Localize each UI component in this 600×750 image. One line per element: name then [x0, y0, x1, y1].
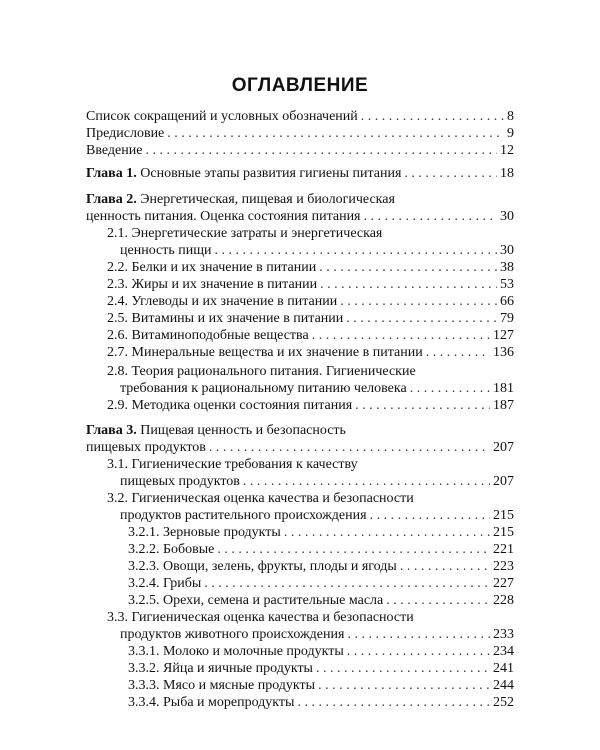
page-number: 53 — [500, 277, 514, 292]
dot-leader — [386, 592, 490, 609]
page-number: 227 — [493, 576, 514, 591]
toc-entry[interactable] — [107, 397, 514, 414]
dot-leader — [361, 108, 504, 125]
page-number: 181 — [493, 381, 514, 396]
toc-entry-label: Глава 1. Основные этапы развития гигиены питания — [86, 166, 402, 181]
toc-entry-label: пищевых продуктов — [86, 440, 206, 455]
toc-entry-label: требования к рациональному питанию человека — [120, 381, 407, 396]
toc-entry-label: 3.3.1. Молоко и молочные продукты — [128, 644, 344, 659]
toc-entry-label: 2.3. Жиры и их значение в питании — [107, 277, 318, 292]
dot-leader — [364, 208, 498, 225]
toc-entry-label: 2.6. Витаминоподобные вещества — [107, 328, 309, 343]
page-number: 207 — [493, 474, 514, 489]
toc-entry[interactable] — [86, 208, 514, 225]
page-number: 187 — [493, 398, 514, 413]
dot-leader — [167, 125, 504, 142]
toc-entry-label: 3.2.2. Бобовые — [128, 542, 215, 557]
page-number: 223 — [493, 559, 514, 574]
toc-entry[interactable] — [107, 363, 416, 380]
chapter-prefix: Глава 1. — [86, 166, 137, 181]
toc-entry-label: продуктов животного происхождения — [120, 627, 345, 642]
toc-entry[interactable] — [120, 380, 514, 397]
toc-entry[interactable] — [120, 507, 514, 524]
dot-leader — [318, 677, 490, 694]
toc-entry-label: 3.2.5. Орехи, семена и растительные масла — [128, 593, 384, 608]
chapter-prefix: Глава 3. — [86, 423, 137, 438]
page-number: 241 — [493, 661, 514, 676]
toc-entry[interactable] — [107, 293, 514, 310]
dot-leader — [215, 242, 497, 259]
page-number: 233 — [493, 627, 514, 642]
toc-entry[interactable] — [128, 575, 514, 592]
dot-leader — [284, 524, 490, 541]
toc-entry-label: продуктов растительного происхождения — [120, 508, 367, 523]
page-number: 244 — [493, 678, 514, 693]
toc-entry-label: Пищевая ценность и безопасность — [140, 423, 346, 438]
toc-entry-label: ценность питания. Оценка состояния питания — [86, 209, 361, 224]
page-number: 215 — [493, 525, 514, 540]
toc-entry-label: 3.2. Гигиеническая оценка качества и безопасности — [107, 491, 414, 506]
page-number: 252 — [493, 695, 514, 710]
toc-entry[interactable] — [86, 125, 514, 142]
page-number: 18 — [500, 166, 514, 181]
page-number: 9 — [507, 126, 514, 141]
toc-entry[interactable] — [107, 609, 414, 626]
toc-entry[interactable] — [128, 558, 514, 575]
dot-leader — [312, 327, 490, 344]
toc-entry[interactable] — [107, 310, 514, 327]
toc-entry[interactable] — [86, 439, 514, 456]
page-number: 30 — [500, 243, 514, 258]
dot-leader — [204, 575, 490, 592]
dot-leader — [297, 694, 490, 711]
dot-leader — [355, 397, 490, 414]
toc-entry[interactable] — [86, 142, 514, 159]
page-number: 207 — [493, 440, 514, 455]
dot-leader — [316, 660, 490, 677]
dot-leader — [404, 165, 497, 182]
toc-entry[interactable] — [120, 473, 514, 490]
page-number: 12 — [500, 143, 514, 158]
toc-entry[interactable] — [107, 327, 514, 344]
toc-entry[interactable] — [86, 108, 514, 125]
toc-entry[interactable] — [107, 344, 514, 361]
toc-entry-label: 3.1. Гигиенические требования к качеству — [107, 457, 358, 472]
dot-leader — [410, 380, 490, 397]
toc-entry[interactable] — [128, 660, 514, 677]
page-number: 8 — [507, 109, 514, 124]
toc-entry[interactable] — [128, 592, 514, 609]
dot-leader — [347, 643, 490, 660]
toc-entry[interactable] — [107, 276, 514, 293]
toc-entry-label: 2.2. Белки и их значение в питании — [107, 260, 317, 275]
toc-entry-label: 3.3.2. Яйца и яичные продукты — [128, 661, 313, 676]
toc-entry[interactable] — [128, 524, 514, 541]
toc-entry[interactable] — [86, 191, 395, 208]
toc-entry-label: пищевых продуктов — [120, 474, 240, 489]
dot-leader — [400, 558, 490, 575]
page-number: 79 — [500, 311, 514, 326]
toc-entry-label: 3.3. Гигиеническая оценка качества и безопасности — [107, 610, 414, 625]
dot-leader — [217, 541, 490, 558]
dot-leader — [209, 439, 490, 456]
page-number: 66 — [500, 294, 514, 309]
toc-entry-label: ценность пищи — [120, 243, 212, 258]
dot-leader — [145, 142, 497, 159]
dot-leader — [346, 310, 497, 327]
toc-entry[interactable] — [128, 643, 514, 660]
dot-leader — [319, 259, 497, 276]
page-number: 30 — [500, 209, 514, 224]
toc-entry-label: 2.1. Энергетические затраты и энергетическая — [107, 226, 383, 241]
toc-entry-label: 3.3.4. Рыба и морепродукты — [128, 695, 295, 710]
page-number: 215 — [493, 508, 514, 523]
toc-entry-label: 2.8. Теория рационального питания. Гигиенические — [107, 364, 416, 379]
dot-leader — [370, 507, 490, 524]
toc-entry-label: Предисловие — [86, 126, 165, 141]
toc-entry-label: 2.9. Методика оценки состояния питания — [107, 398, 353, 413]
toc-entry-label: Список сокращений и условных обозначений — [86, 109, 358, 124]
toc-entry[interactable] — [128, 677, 514, 694]
page-number: 234 — [493, 644, 514, 659]
toc-entry[interactable] — [86, 165, 514, 182]
toc-entry-label: 2.7. Минеральные вещества и их значение в питании — [107, 345, 423, 360]
chapter-prefix: Глава 2. — [86, 192, 137, 207]
toc-entry[interactable] — [128, 694, 514, 711]
toc-entry[interactable] — [107, 225, 382, 242]
toc-entry-label: Введение — [86, 143, 143, 158]
toc-entry-label: 3.2.3. Овощи, зелень, фрукты, плоды и ягоды — [128, 559, 397, 574]
toc-entry[interactable] — [107, 259, 514, 276]
toc-entry-label: 2.4. Углеводы и их значение в питании — [107, 294, 338, 309]
toc-entry[interactable] — [107, 490, 414, 507]
toc-entry-label: 3.3.3. Мясо и мясные продукты — [128, 678, 316, 693]
toc-entry-label: 2.5. Витамины и их значение в питании — [107, 311, 344, 326]
dot-leader — [426, 344, 490, 361]
dot-leader — [347, 626, 490, 643]
page-number: 228 — [493, 593, 514, 608]
page-number: 38 — [500, 260, 514, 275]
toc-entry[interactable] — [86, 422, 346, 439]
page-number: 221 — [493, 542, 514, 557]
toc-entry-label: 3.2.1. Зерновые продукты — [128, 525, 281, 540]
dot-leader — [340, 293, 497, 310]
dot-leader — [243, 473, 490, 490]
page-number: 127 — [493, 328, 514, 343]
toc-entry[interactable] — [107, 456, 358, 473]
toc-entry[interactable] — [120, 626, 514, 643]
page-number: 136 — [493, 345, 514, 360]
toc-entry[interactable] — [128, 541, 514, 558]
dot-leader — [320, 276, 497, 293]
toc-entry-label: 3.2.4. Грибы — [128, 576, 202, 591]
page-title: ОГЛАВЛЕНИЕ — [231, 75, 369, 96]
toc-entry-label: Энергетическая, пищевая и биологическая — [140, 192, 395, 207]
toc-entry[interactable] — [120, 242, 514, 259]
